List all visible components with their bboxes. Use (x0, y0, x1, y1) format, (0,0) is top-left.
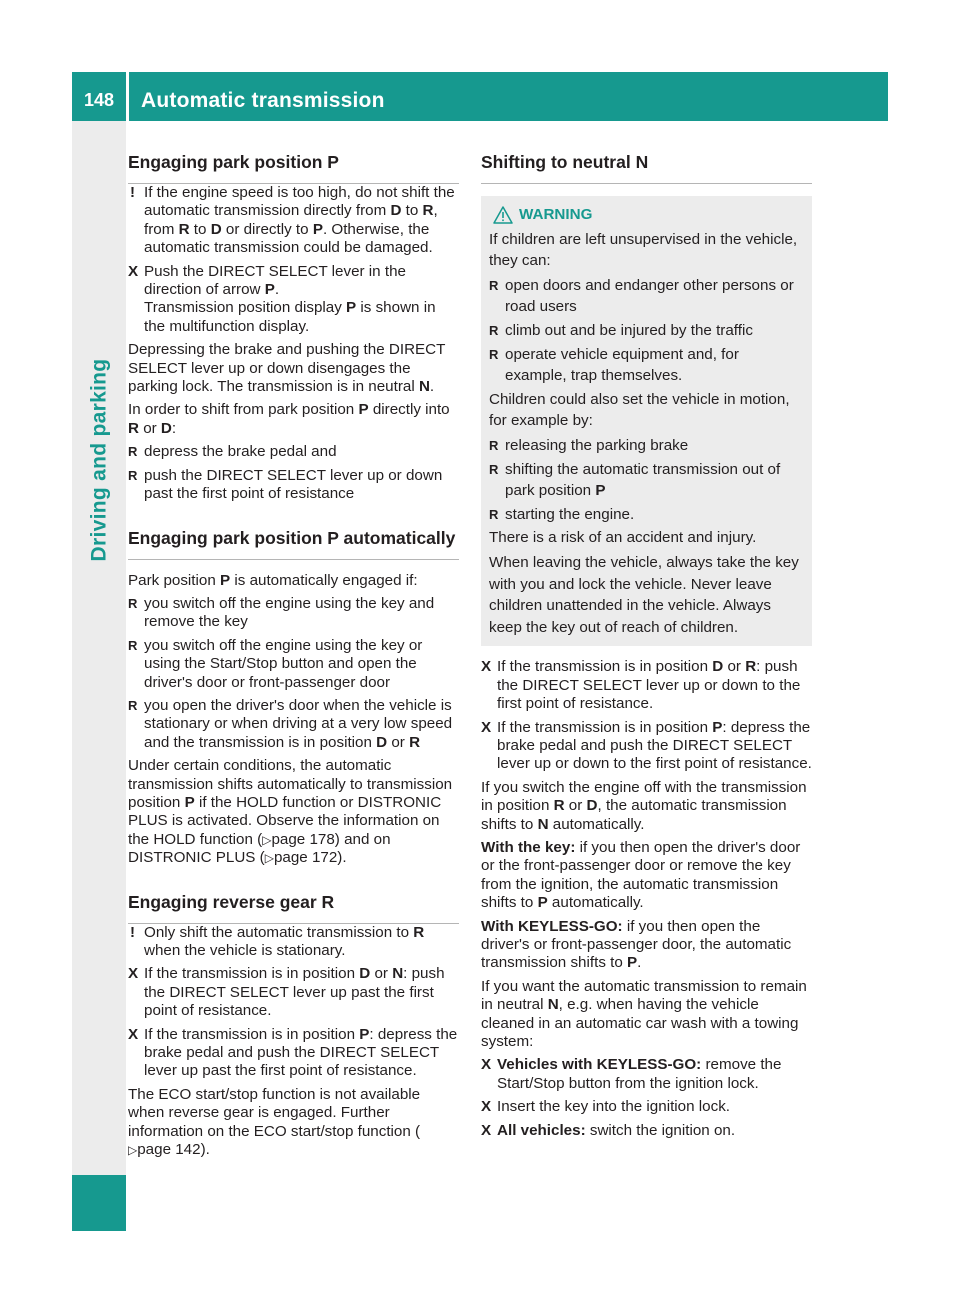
heading-shifting-neutral: Shifting to neutral N (481, 150, 812, 184)
bullet-item: R you switch off the engine using the key and remove the key (128, 594, 435, 631)
note-engine-speed (128, 184, 459, 258)
paragraph: If children are left unsupervised in the vehicle, they can: (489, 230, 798, 270)
step-text: Push the DIRECT SELECT lever in the direction of arrow P. Transmission position display P is shown in the multifunction display. (144, 262, 436, 335)
step-item: X Insert the key into the ignition lock. (481, 1098, 731, 1116)
side-tab-marker (72, 1175, 126, 1231)
bullet-item: R you open the driver's door when the vehicle is stationary or when driving at a very low speed and the transmission is in position D or R (128, 696, 453, 751)
bullet-item: R releasing the parking brake (489, 436, 689, 454)
arrow-icon: X (481, 718, 492, 736)
note-text: If the engine speed is too high, do not shift the automatic transmission directly from D to R, from R to D or directly to P. Otherwise, the automatic transmission could be damaged. (144, 184, 455, 257)
bullet-item: R open doors and endanger other persons or road users (489, 276, 794, 316)
bullet-item: R push the DIRECT SELECT lever up or down past the first point of resistance (128, 466, 443, 503)
paragraph: If you want the automatic transmission to remain in neutral N, e.g. when having the vehicle cleaned in an automatic car wash with a towing system: (481, 977, 807, 1050)
paragraph: With the key: if you then open the driver's door or the front-passenger door or remove the key from the ignition, the automatic transmission shifts to P automatically. (481, 838, 801, 912)
paragraph: The ECO start/stop function is not available when reverse gear is engaged. Further information on the ECO start/stop function ( ▷page 142). (128, 1085, 421, 1159)
step-item: X If the transmission is in position D or R: push the DIRECT SELECT lever up or down to the first point of resistance. (481, 658, 801, 713)
bullet-item: R you switch off the engine using the key or using the Start/Stop button and open the driver's door or front-passenger door (128, 636, 423, 691)
bullet-item: R operate vehicle equipment and, for example, trap themselves. (489, 345, 739, 385)
bullet-icon: R (128, 637, 138, 653)
step-item: X Vehicles with KEYLESS-GO: remove the Start/Stop button from the ignition lock. (481, 1056, 782, 1092)
bullet-icon: R (489, 322, 499, 338)
heading-park-position-automatically: Engaging park position P automatically (128, 526, 459, 560)
paragraph: Children could also set the vehicle in motion, for example by: (489, 390, 790, 430)
page-pointer-icon: ▷ (128, 1143, 138, 1158)
arrow-icon: X (128, 965, 139, 983)
page-reference-link[interactable]: page 172). (273, 849, 347, 867)
page-pointer-icon: ▷ (262, 832, 272, 847)
page-reference-link[interactable]: page 142). (137, 1141, 210, 1159)
bullet-icon: R (128, 595, 138, 611)
arrow-icon: X (481, 1121, 492, 1139)
page-reference-link[interactable]: page 178) and on DISTRONIC PLUS ( (128, 830, 391, 867)
step-item: X All vehicles: switch the ignition on. (481, 1121, 736, 1139)
arrow-icon: X (128, 262, 139, 280)
bullet-icon: R (489, 461, 499, 477)
bullet-item: R climb out and be injured by the traffic (489, 321, 753, 339)
note-icon: ! (130, 923, 135, 941)
paragraph: Under certain conditions, the automatic transmission shifts automatically to transmission position P if the HOLD function or DISTRONIC PLUS is activated. Observe the information on the HOLD function (▷page 178) and on DISTRONIC PLUS (▷page 172). (128, 757, 453, 867)
right-column (481, 150, 812, 1145)
side-tab-label (75, 290, 123, 630)
arrow-icon: X (481, 658, 492, 676)
paragraph: If you switch the engine off with the transmission in position R or D, the automatic transmission shifts to N automatically. (481, 778, 807, 833)
bullet-icon: R (489, 506, 499, 522)
warning-title: WARNING (489, 204, 804, 226)
side-tab (72, 121, 126, 1231)
step-item: X If the transmission is in position P: depress the brake pedal and push the DIRECT SELECT lever up past the first point of resistance. (128, 1025, 458, 1080)
page-title: Automatic transmission (141, 89, 385, 112)
warning-box (481, 196, 812, 646)
arrow-icon: X (481, 1098, 492, 1116)
bullet-icon: R (489, 346, 499, 362)
bullet-icon: R (128, 444, 138, 460)
paragraph: Park position P is automatically engaged if: (128, 571, 418, 589)
bullet-icon: R (128, 467, 138, 483)
bullet-item: R starting the engine. (489, 505, 635, 523)
bullet-icon: R (489, 437, 499, 453)
arrow-icon: X (128, 1025, 139, 1043)
bullet-item: R depress the brake pedal and (128, 443, 337, 461)
bullet-icon: R (128, 697, 138, 713)
paragraph: Depressing the brake and pushing the DIRECT SELECT lever up or down disengages the parking lock. The transmission is in neutral N. (128, 341, 446, 396)
bullet-icon: R (489, 277, 499, 293)
page-pointer-icon: ▷ (264, 851, 274, 866)
arrow-icon: X (481, 1056, 492, 1074)
paragraph: There is a risk of an accident and injury. (489, 529, 757, 547)
bullet-item: R shifting the automatic transmission out of park position P (489, 460, 781, 500)
note-icon: ! (130, 184, 135, 201)
paragraph: With KEYLESS-GO: if you then open the driver's or front-passenger door, the automatic transmission shifts to P. (481, 917, 792, 972)
paragraph: In order to shift from park position P directly into R or D: (128, 401, 450, 437)
header-divider (126, 72, 129, 121)
side-tab-label-text: Driving and parking (87, 358, 110, 562)
warning-icon (493, 206, 513, 224)
note-reverse-gear: ! Only shift the automatic transmission to R when the vehicle is stationary. (130, 923, 425, 959)
paragraph: When leaving the vehicle, always take the key with you and lock the vehicle. Never leave children unattended in the vehicle. Always keep the key out of reach of children. (489, 553, 799, 636)
heading-reverse-gear: Engaging reverse gear R (128, 890, 459, 924)
step-item: X If the transmission is in position D or N: push the DIRECT SELECT lever up past the first point of resistance. (128, 965, 445, 1020)
left-column (128, 150, 459, 1164)
heading-engaging-park-position: Engaging park position P (128, 150, 459, 184)
step-item: X If the transmission is in position P: depress the brake pedal and push the DIRECT SELECT lever up or down to the first point of resistance. (481, 718, 812, 773)
header-bar (72, 72, 888, 121)
page-number: 148 (83, 90, 115, 110)
step-push-lever (128, 263, 459, 337)
